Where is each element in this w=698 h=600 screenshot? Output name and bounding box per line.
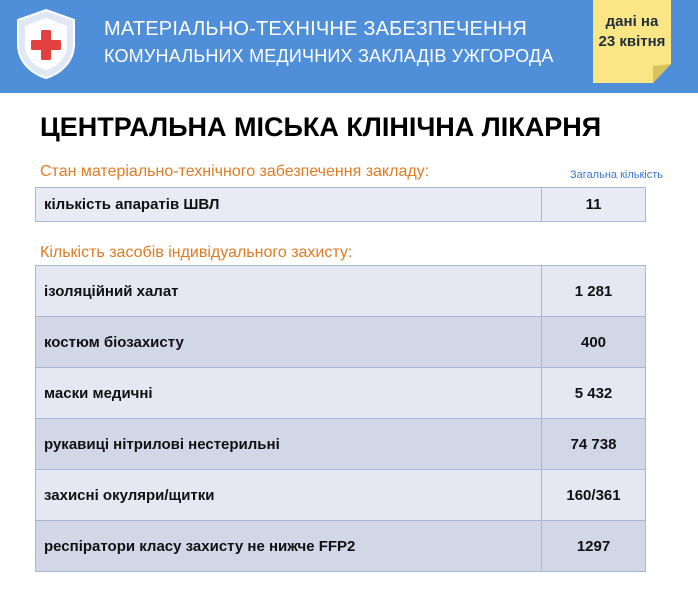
table-row (36, 266, 646, 317)
table-row (36, 317, 646, 368)
item-name: кількість апаратів ШВЛ (36, 188, 542, 222)
page-title: ЦЕНТРАЛЬНА МІСЬКА КЛІНІЧНА ЛІКАРНЯ (40, 112, 602, 142)
item-value: 74 738 (542, 419, 646, 470)
equipment-table (35, 187, 646, 222)
item-value: 5 432 (542, 368, 646, 419)
item-name: ізоляційний халат (36, 266, 542, 317)
header-title: МАТЕРІАЛЬНО-ТЕХНІЧНЕ ЗАБЕЗПЕЧЕННЯ (104, 18, 527, 40)
medical-cross-shield-icon (14, 8, 78, 80)
table-row (36, 188, 646, 222)
item-name: респіратори класу захисту не нижче FFP2 (36, 521, 542, 572)
date-note-line1: дані на (605, 13, 659, 30)
ppe-table (35, 265, 646, 572)
ppe-section-label: Кількість засобів індивідуального захисту: (40, 244, 353, 261)
item-name: рукавиці нітрилові нестерильні (36, 419, 542, 470)
item-name: захисні окуляри/щитки (36, 470, 542, 521)
date-note-line2: 23 квітня (598, 33, 666, 50)
item-value: 160/361 (542, 470, 646, 521)
table-row (36, 368, 646, 419)
table-row (36, 521, 646, 572)
table-row (36, 470, 646, 521)
date-note-text (593, 12, 671, 52)
equipment-section-label: Стан матеріально-технічного забезпечення закладу: (40, 163, 430, 180)
date-note (593, 0, 671, 83)
item-value: 11 (542, 188, 646, 222)
item-value: 1297 (542, 521, 646, 572)
total-column-header: Загальна кількість (570, 169, 663, 181)
table-row (36, 419, 646, 470)
item-name: костюм біозахисту (36, 317, 542, 368)
header-subtitle: КОМУНАЛЬНИХ МЕДИЧНИХ ЗАКЛАДІВ УЖГОРОДА (104, 46, 554, 66)
item-name: маски медичні (36, 368, 542, 419)
header-banner (0, 0, 698, 93)
item-value: 400 (542, 317, 646, 368)
item-value: 1 281 (542, 266, 646, 317)
